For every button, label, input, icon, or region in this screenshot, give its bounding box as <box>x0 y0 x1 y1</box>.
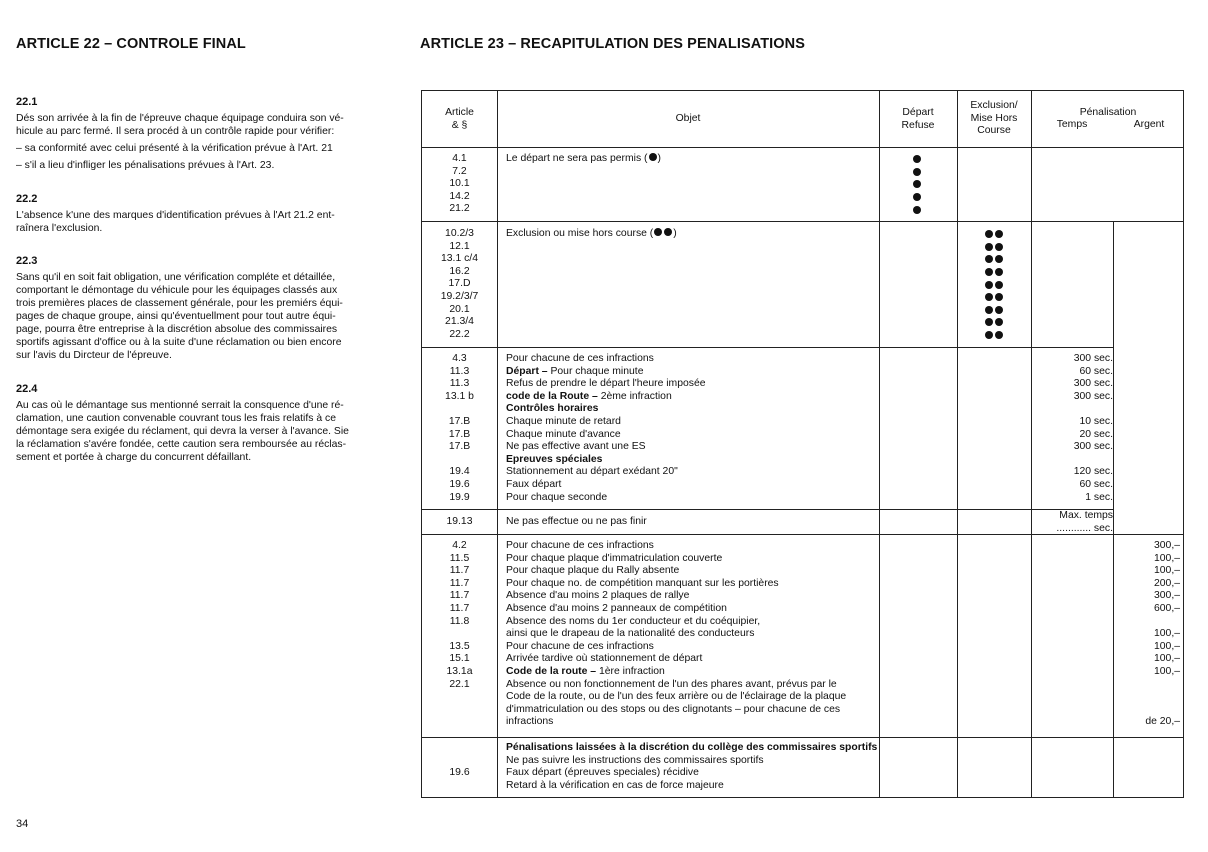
bullet-dot-icon <box>913 180 921 188</box>
block4-article: 19.13 <box>446 516 473 527</box>
section-text <box>16 112 388 138</box>
header-argent: Argent <box>1133 119 1165 130</box>
block5-argent <box>1117 540 1180 729</box>
text-line: Sans qu'il en soit fait obligation, une vérification compléte et détaillée, <box>16 272 336 283</box>
bullet-dot-icon <box>649 153 657 161</box>
article-ref: 11.5 <box>449 552 470 564</box>
objet-text: Absence d'au moins 2 panneaux de compétition <box>506 602 727 614</box>
article-ref: 19.2/3/7 <box>440 290 479 302</box>
article-ref: 4.2 <box>452 540 467 551</box>
article-ref: 17.B <box>448 441 471 453</box>
dot-row <box>982 304 1006 317</box>
block2-articles <box>422 228 497 341</box>
article-ref: 19.9 <box>449 491 470 503</box>
article-ref: 19.4 <box>449 466 470 478</box>
bullet-dot-icon <box>913 193 921 201</box>
block4-temps <box>1033 510 1113 535</box>
article-ref: 7.2 <box>452 165 467 177</box>
bullet-dot-icon <box>985 281 993 289</box>
dot-row <box>911 166 923 179</box>
section-number: 22.3 <box>16 255 38 267</box>
article-ref <box>422 691 497 704</box>
argent-value: 100,– <box>1153 552 1180 564</box>
article-22-title: ARTICLE 22 – CONTROLE FINAL <box>16 36 246 52</box>
text-line: raînera l'exclusion. <box>16 223 103 234</box>
section-text <box>16 271 388 362</box>
objet-text: Arrivée tardive où stationnement de départ <box>506 653 703 665</box>
article-ref: 14.2 <box>449 190 470 202</box>
article-ref: 13.1a <box>446 665 473 677</box>
objet-text: Faux départ <box>506 478 562 490</box>
section-22-3 <box>16 255 388 362</box>
dot-row <box>982 278 1006 291</box>
objet-text: Pour chacune de ces infractions <box>506 640 654 652</box>
column-divider <box>497 91 498 797</box>
objet-line <box>506 391 886 404</box>
article-ref: 15.1 <box>449 653 470 665</box>
bullet-dot-icon <box>985 268 993 276</box>
header-penalisation: Pénalisation <box>1079 107 1137 118</box>
bullet-dot-icon <box>913 155 921 163</box>
article-ref: 17.B <box>448 428 471 440</box>
article-ref: 13.1 b <box>445 390 474 402</box>
objet-text: Absence des noms du 1er conducteur et du coéquipier, <box>506 615 761 627</box>
article-ref <box>422 454 497 467</box>
block2-objet <box>506 228 886 241</box>
dot-row <box>982 291 1006 304</box>
bullet-dot-icon <box>654 228 662 236</box>
article-ref <box>422 403 497 416</box>
temps-value: 300 sec. <box>1073 353 1113 364</box>
text-line: L'absence k'une des marques d'identification prévues à l'Art 21.2 ent- <box>16 210 335 221</box>
header-text: Course <box>977 125 1011 136</box>
objet-line <box>506 228 886 241</box>
argent-value <box>1117 691 1180 704</box>
temps-value: 300 sec. <box>1073 390 1113 402</box>
objet-line <box>506 479 886 492</box>
section-22-1 <box>16 96 388 172</box>
dot-row <box>911 178 923 191</box>
article-ref: 22.1 <box>449 678 470 690</box>
temps-value: 10 sec. <box>1079 415 1113 427</box>
objet-line <box>506 666 886 679</box>
bullet-dot-icon <box>995 306 1003 314</box>
column-divider <box>957 91 958 797</box>
row-divider <box>422 737 1183 738</box>
objet-text: Pour chacune de ces infractions <box>506 353 654 364</box>
text-line: Dés son arrivée à la fin de l'épreuve chaque équipage conduira son vé- <box>16 113 344 124</box>
header-text: Exclusion/ <box>970 100 1018 111</box>
bullet-dot-icon <box>913 168 921 176</box>
objet-bold-text: Départ – <box>506 365 551 377</box>
objet-text: Ne pas suivre les instructions des commissaires sportifs <box>506 754 764 766</box>
article-ref: 11.3 <box>449 365 470 377</box>
header-text: Départ <box>902 107 934 118</box>
section-text <box>16 209 388 235</box>
article-ref: 12.1 <box>449 240 470 252</box>
article-ref <box>422 716 497 729</box>
bullet-dot-icon <box>913 206 921 214</box>
argent-value <box>1117 616 1180 629</box>
objet-text: Code de la route, ou de l'un des feux arrière ou de l'éclairage de la plaque <box>506 691 847 703</box>
text-line: sportifs agissant d'office ou à la suite d'une réclamation ou bien encore <box>16 337 342 348</box>
article-ref: 17.B <box>448 415 471 427</box>
section-number: 22.4 <box>16 383 38 395</box>
text-line: page, pourra être entreprise à la discrétion absolue des commissaires <box>16 324 338 335</box>
temps-value: ............ sec. <box>1056 522 1113 534</box>
text-line: clamation, une caution convenable couvrant tous les frais relatifs à ce <box>16 413 336 424</box>
article-ref: 16.2 <box>449 265 470 277</box>
article-ref: 13.5 <box>449 640 470 652</box>
argent-value: 100,– <box>1153 565 1180 577</box>
article-ref <box>422 704 497 717</box>
temps-value <box>1033 454 1113 467</box>
header-objet: Objet <box>675 113 701 124</box>
article-ref: 22.2 <box>449 328 470 340</box>
row-divider <box>422 509 1113 510</box>
objet-text: Chaque minute de retard <box>506 415 621 427</box>
article-ref: 11.7 <box>449 590 470 602</box>
bullet-line: – s'il a lieu d'infliger les pénalisations prévues à l'Art. 23. <box>16 160 275 171</box>
row-divider <box>422 347 1113 348</box>
argent-value: 600,– <box>1153 602 1180 614</box>
article-ref <box>422 780 497 793</box>
objet-bold-text: Epreuves spéciales <box>506 453 603 465</box>
block6-articles <box>422 742 497 792</box>
objet-text: infractions <box>506 716 554 728</box>
objet-line <box>506 378 886 391</box>
article-ref <box>422 755 497 768</box>
objet-line <box>506 366 886 379</box>
text-line: hicule au parc fermé. Il sera procéd à un contrôle rapide pour vérifier: <box>16 126 335 137</box>
objet-text: Stationnement au départ exédant 20" <box>506 466 678 478</box>
bullet-dot-icon <box>995 243 1003 251</box>
article-ref: 21.2 <box>449 203 470 215</box>
objet-line <box>506 466 886 479</box>
article-ref: 11.7 <box>449 577 470 589</box>
objet-bold-text: Code de la route – <box>506 665 599 677</box>
objet-text: Le départ ne sera pas permis ( <box>506 153 648 164</box>
dot-row <box>982 228 1006 241</box>
text-line: comportant le démontage du véhicule pour les équipages classés aux <box>16 285 338 296</box>
argent-value: 300,– <box>1153 540 1180 551</box>
temps-value: 300 sec. <box>1073 441 1113 453</box>
bullet-dot-icon <box>995 281 1003 289</box>
column-divider <box>1113 221 1114 797</box>
section-number: 22.1 <box>16 96 38 108</box>
objet-text: Retard à la vérification en cas de force majeure <box>506 779 724 791</box>
objet-text: Pour chaque plaque du Rally absente <box>506 565 680 577</box>
bullet-dot-icon <box>995 230 1003 238</box>
objet-text: ) <box>673 228 677 239</box>
article-ref: 21.3/4 <box>445 316 474 328</box>
objet-text: Pour chacune de ces infractions <box>506 540 654 551</box>
text-line: trois premières places de classement générale, pour les premiérs équi- <box>16 298 343 309</box>
block1-objet <box>506 153 886 166</box>
section-text <box>16 399 388 464</box>
article-ref: 11.3 <box>449 378 470 390</box>
bullet-dot-icon <box>995 268 1003 276</box>
dot-row <box>982 266 1006 279</box>
text-line: la réclamation s'avére fondée, cette caution sera remboursée au réclas- <box>16 439 347 450</box>
block4-objet: Ne pas effectue ou ne pas finir <box>506 516 647 527</box>
objet-text: Pour chaque plaque d'immatriculation couverte <box>506 552 723 564</box>
temps-value: Max. temps <box>1059 510 1113 521</box>
article-ref <box>422 628 497 641</box>
text-line: sur l'avis du Dircteur de l'épreuve. <box>16 350 172 361</box>
temps-value: 60 sec. <box>1079 478 1113 490</box>
section-number: 22.2 <box>16 193 38 205</box>
bullet-dot-icon <box>985 293 993 301</box>
objet-text: Pour chaque seconde <box>506 491 608 503</box>
dot-row <box>911 153 923 166</box>
dot-row <box>911 203 923 216</box>
dot-row <box>982 329 1006 342</box>
article-ref: 11.7 <box>449 602 470 614</box>
block5-articles <box>422 540 497 729</box>
text-line: sement et portée à charge du concurrent défaillant. <box>16 452 252 463</box>
article-ref: 10.2/3 <box>445 228 474 239</box>
header-text: & § <box>451 119 468 131</box>
block1-articles <box>422 153 497 216</box>
article-ref: 20.1 <box>449 303 470 315</box>
text-line: pages de chaque groupe, ainsi qu'éventuellment pour tout autre équi- <box>16 311 336 322</box>
objet-text: ) <box>657 153 661 164</box>
objet-line <box>506 492 886 505</box>
objet-text: ainsi que le drapeau de la nationalité des conducteurs <box>506 628 755 640</box>
objet-line <box>506 441 886 454</box>
objet-text: Pour chaque minute <box>550 365 644 377</box>
temps-value: 1 sec. <box>1085 491 1113 503</box>
dot-row <box>982 241 1006 254</box>
dot-row <box>982 316 1006 329</box>
header-article <box>422 107 497 132</box>
block5-objet <box>506 540 886 729</box>
block3-articles <box>422 353 497 504</box>
block3-objet <box>506 353 886 504</box>
header-temps: Temps <box>1056 119 1088 130</box>
argent-value: 100,– <box>1153 640 1180 652</box>
argent-value: 100,– <box>1153 628 1180 640</box>
objet-text: d'immatriculation ou des stops ou des clignotants – pour chacune de ces <box>506 703 841 715</box>
objet-line <box>506 454 886 467</box>
article-ref: 19.6 <box>449 767 470 779</box>
exclusion-dots <box>982 228 1006 341</box>
text-line: Au cas où le démantage sus mentionné serrait la consquence d'une ré- <box>16 400 344 411</box>
header-exclusion <box>957 100 1031 138</box>
objet-text: Exclusion ou mise hors course ( <box>506 228 654 239</box>
article-ref: 4.1 <box>452 153 467 164</box>
section-22-2 <box>16 193 388 235</box>
dot-row <box>982 253 1006 266</box>
bullet-dot-icon <box>985 243 993 251</box>
depart-refuse-dots <box>911 153 923 216</box>
article-ref: 17.D <box>448 278 471 290</box>
argent-value: 300,– <box>1153 590 1180 602</box>
header-text: Mise Hors <box>970 112 1018 124</box>
row-divider <box>422 147 1183 148</box>
objet-text: Ne pas effective avant une ES <box>506 441 646 453</box>
header-text: Refuse <box>901 119 935 131</box>
penalisation-table <box>421 90 1184 798</box>
bullet-dot-icon <box>985 306 993 314</box>
bullet-dot-icon <box>995 293 1003 301</box>
argent-value <box>1117 704 1180 717</box>
header-text: Article <box>445 107 474 118</box>
bullet-dot-icon <box>985 230 993 238</box>
text-line: démontage sera exigée du réclament, qui devra la verser à l'avance. Sie <box>16 426 349 437</box>
argent-value: de 20,– <box>1145 716 1180 728</box>
temps-value: 300 sec. <box>1073 378 1113 390</box>
bullet-line: – sa conformité avec celui présenté à la vérification prévue à l'Art. 21 <box>16 143 333 154</box>
bullet-dot-icon <box>995 318 1003 326</box>
objet-text: Absence ou non fonctionnement de l'un des phares avant, prévus par le <box>506 678 837 690</box>
bullet-dot-icon <box>985 318 993 326</box>
argent-value: 200,– <box>1153 577 1180 589</box>
article-ref <box>422 742 497 755</box>
objet-bold-text: code de la Route – <box>506 390 601 402</box>
section-22-4 <box>16 383 388 464</box>
bullet-dot-icon <box>985 331 993 339</box>
objet-line <box>506 353 886 366</box>
row-divider <box>422 221 1183 222</box>
objet-text: Faux départ (épreuves speciales) récidive <box>506 767 699 779</box>
temps-value: 20 sec. <box>1079 428 1113 440</box>
objet-bold-text: Contrôles horaires <box>506 403 599 415</box>
objet-text: Refus de prendre le départ l'heure imposée <box>506 378 706 390</box>
article-ref: 4.3 <box>452 353 467 364</box>
article-ref: 11.8 <box>449 615 470 627</box>
objet-bold-text: Pénalisations laissées à la discrétion du collège des commissaires sportifs <box>506 742 878 753</box>
objet-text: Chaque minute d'avance <box>506 428 621 440</box>
temps-value <box>1033 403 1113 416</box>
article-ref: 19.6 <box>449 478 470 490</box>
objet-line <box>506 403 886 416</box>
bullet-dot-icon <box>995 255 1003 263</box>
article-ref: 13.1 c/4 <box>441 253 478 265</box>
objet-text: Pour chaque no. de compétition manquant sur les portières <box>506 577 779 589</box>
article-ref: 10.1 <box>449 178 470 190</box>
bullet-dot-icon <box>985 255 993 263</box>
objet-text: Absence d'au moins 2 plaques de rallye <box>506 590 690 602</box>
objet-text: 2ème infraction <box>600 390 672 402</box>
article-23-title: ARTICLE 23 – RECAPITULATION DES PENALISATIONS <box>420 36 806 52</box>
temps-value: 60 sec. <box>1079 365 1113 377</box>
objet-line <box>506 153 886 166</box>
header-depart <box>879 107 957 132</box>
argent-value: 100,– <box>1153 665 1180 677</box>
bullet-dot-icon <box>995 331 1003 339</box>
column-divider <box>1031 91 1032 797</box>
article-ref: 11.7 <box>449 565 470 577</box>
dot-row <box>911 191 923 204</box>
argent-value <box>1117 679 1180 692</box>
argent-value: 100,– <box>1153 653 1180 665</box>
objet-line <box>506 429 886 442</box>
temps-value: 120 sec. <box>1073 466 1113 478</box>
bullet-dot-icon <box>664 228 672 236</box>
article-22-column <box>16 36 388 463</box>
block3-temps <box>1033 353 1113 504</box>
objet-line <box>506 416 886 429</box>
objet-text: 1ère infraction <box>598 665 665 677</box>
block6-objet <box>506 742 1106 792</box>
page-number: 34 <box>16 818 29 830</box>
